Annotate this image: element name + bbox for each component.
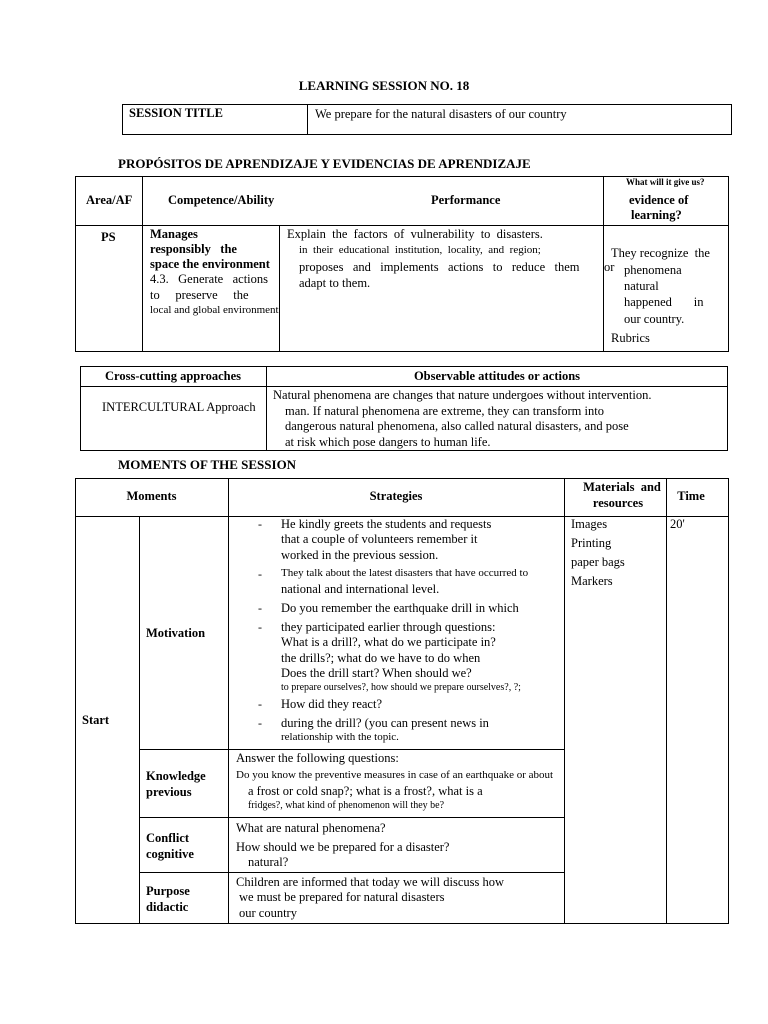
competence-line-2: responsibly the xyxy=(150,242,237,256)
evidence-line-1: They recognize the xyxy=(611,246,710,260)
knowledge-line: fridges?, what kind of phenomenon will they be? xyxy=(248,800,445,811)
crosscutting-header-right: Observable attitudes or actions xyxy=(413,369,581,383)
performance-line-3: proposes and implements actions to reduce them xyxy=(299,260,580,274)
conflict-label-2: cognitive xyxy=(146,847,194,861)
competence-line-1: Manages xyxy=(150,227,198,241)
purposes-header-performance: Performance xyxy=(431,193,501,207)
session-title-value: We prepare for the natural disasters of our country xyxy=(315,107,567,121)
material-item: Images xyxy=(571,517,608,531)
motivation-line: How did they react? xyxy=(281,697,383,711)
competence-line-3: space the environment xyxy=(150,257,270,271)
motivation-line: the drills?; what do we have to do when xyxy=(281,651,481,665)
motivation-line: They talk about the latest disasters that have occurred to xyxy=(281,567,529,579)
ability-line-2: to preserve the xyxy=(150,288,249,302)
knowledge-line: a frost or cold snap?; what is a frost?, what is a xyxy=(248,784,483,798)
material-item: paper bags xyxy=(571,555,625,569)
motivation-line: national and international level. xyxy=(281,582,440,596)
purposes-heading: PROPÓSITOS DE APRENDIZAJE Y EVIDENCIAS DE APRENDIZAJE xyxy=(118,156,531,171)
purpose-line: our country xyxy=(239,906,297,920)
motivation-line: Does the drill start? When should we? xyxy=(281,666,472,680)
moments-header-materials-2: resources xyxy=(592,496,644,510)
purposes-header-evidence-1: evidence of xyxy=(629,193,689,207)
session-title-label: SESSION TITLE xyxy=(129,106,223,120)
moments-header-strategies: Strategies xyxy=(369,489,423,503)
ability-line-3: local and global environment xyxy=(150,304,279,316)
bullet-dash: - xyxy=(258,697,262,711)
motivation-line: that a couple of volunteers remember it xyxy=(281,532,478,546)
evidence-rubrics: Rubrics xyxy=(611,331,650,345)
crosscutting-line-4: at risk which pose dangers to human life. xyxy=(285,435,491,449)
moments-header-materials-1: Materials and xyxy=(583,480,661,494)
motivation-line: relationship with the topic. xyxy=(281,731,399,743)
moments-heading: MOMENTS OF THE SESSION xyxy=(118,457,297,472)
motivation-label: Motivation xyxy=(146,626,206,640)
evidence-line-3: natural xyxy=(624,279,659,293)
moments-header-time: Time xyxy=(677,489,705,503)
conflict-line: What are natural phenomena? xyxy=(236,821,386,835)
moments-header-moments: Moments xyxy=(126,489,177,503)
moment-start-label: Start xyxy=(82,713,110,727)
motivation-line: to prepare ourselves?, how should we prepare ourselves?, ?; xyxy=(281,682,521,693)
performance-line-1: Explain the factors of vulnerability to disasters. xyxy=(287,227,543,241)
bullet-dash: - xyxy=(258,517,262,531)
motivation-line: What is a drill?, what do we participate in? xyxy=(281,635,496,649)
bullet-dash: - xyxy=(258,716,262,730)
knowledge-line: Answer the following questions: xyxy=(236,751,399,765)
conflict-line: natural? xyxy=(248,855,289,869)
ability-line-1: 4.3. Generate actions xyxy=(150,272,269,286)
purpose-line: Children are informed that today we will discuss how xyxy=(236,875,504,889)
performance-line-4: adapt to them. xyxy=(299,276,371,290)
knowledge-label-1: Knowledge xyxy=(146,769,206,783)
crosscutting-approach: INTERCULTURAL Approach xyxy=(102,400,256,414)
area-value: PS xyxy=(101,230,116,244)
motivation-line: they participated earlier through questions: xyxy=(281,620,496,634)
material-item: Markers xyxy=(571,574,613,588)
motivation-line: during the drill? (you can present news in xyxy=(281,716,489,730)
motivation-line: worked in the previous session. xyxy=(281,548,439,562)
motivation-line: Do you remember the earthquake drill in which xyxy=(281,601,519,615)
evidence-line-2: phenomena xyxy=(624,263,682,277)
purpose-label-1: Purpose xyxy=(146,884,190,898)
purposes-header-competence: Competence/Ability xyxy=(168,193,275,207)
performance-line-2: in their educational institution, locality, and region; xyxy=(299,244,541,256)
conflict-label-1: Conflict xyxy=(146,831,190,845)
page-title: LEARNING SESSION NO. 18 xyxy=(298,78,470,93)
time-value: 20' xyxy=(670,517,685,531)
bullet-dash: - xyxy=(258,620,262,634)
purposes-header-evidence-2: learning? xyxy=(631,208,682,222)
motivation-line: He kindly greets the students and requests xyxy=(281,517,492,531)
knowledge-line: Do you know the preventive measures in case of an earthquake or about xyxy=(236,769,554,781)
bullet-dash: - xyxy=(258,601,262,615)
bullet-dash: - xyxy=(258,567,262,581)
evidence-line-4: happened in xyxy=(624,295,704,309)
material-item: Printing xyxy=(571,536,612,550)
evidence-line-5: our country. xyxy=(624,312,685,326)
crosscutting-header-left: Cross-cutting approaches xyxy=(104,369,241,383)
purpose-label-2: didactic xyxy=(146,900,189,914)
crosscutting-line-1: Natural phenomena are changes that nature undergoes without intervention. xyxy=(273,388,652,402)
purposes-header-area: Area/AF xyxy=(86,193,133,207)
performance-or: or xyxy=(604,260,615,274)
knowledge-label-2: previous xyxy=(146,785,192,799)
purpose-line: we must be prepared for natural disasters xyxy=(239,890,445,904)
crosscutting-line-3: dangerous natural phenomena, also called natural disasters, and pose xyxy=(285,419,629,433)
crosscutting-line-2: man. If natural phenomena are extreme, they can transform into xyxy=(285,404,604,418)
purposes-header-evidence-note: What will it give us? xyxy=(626,177,705,187)
conflict-line: How should we be prepared for a disaster? xyxy=(236,840,450,854)
